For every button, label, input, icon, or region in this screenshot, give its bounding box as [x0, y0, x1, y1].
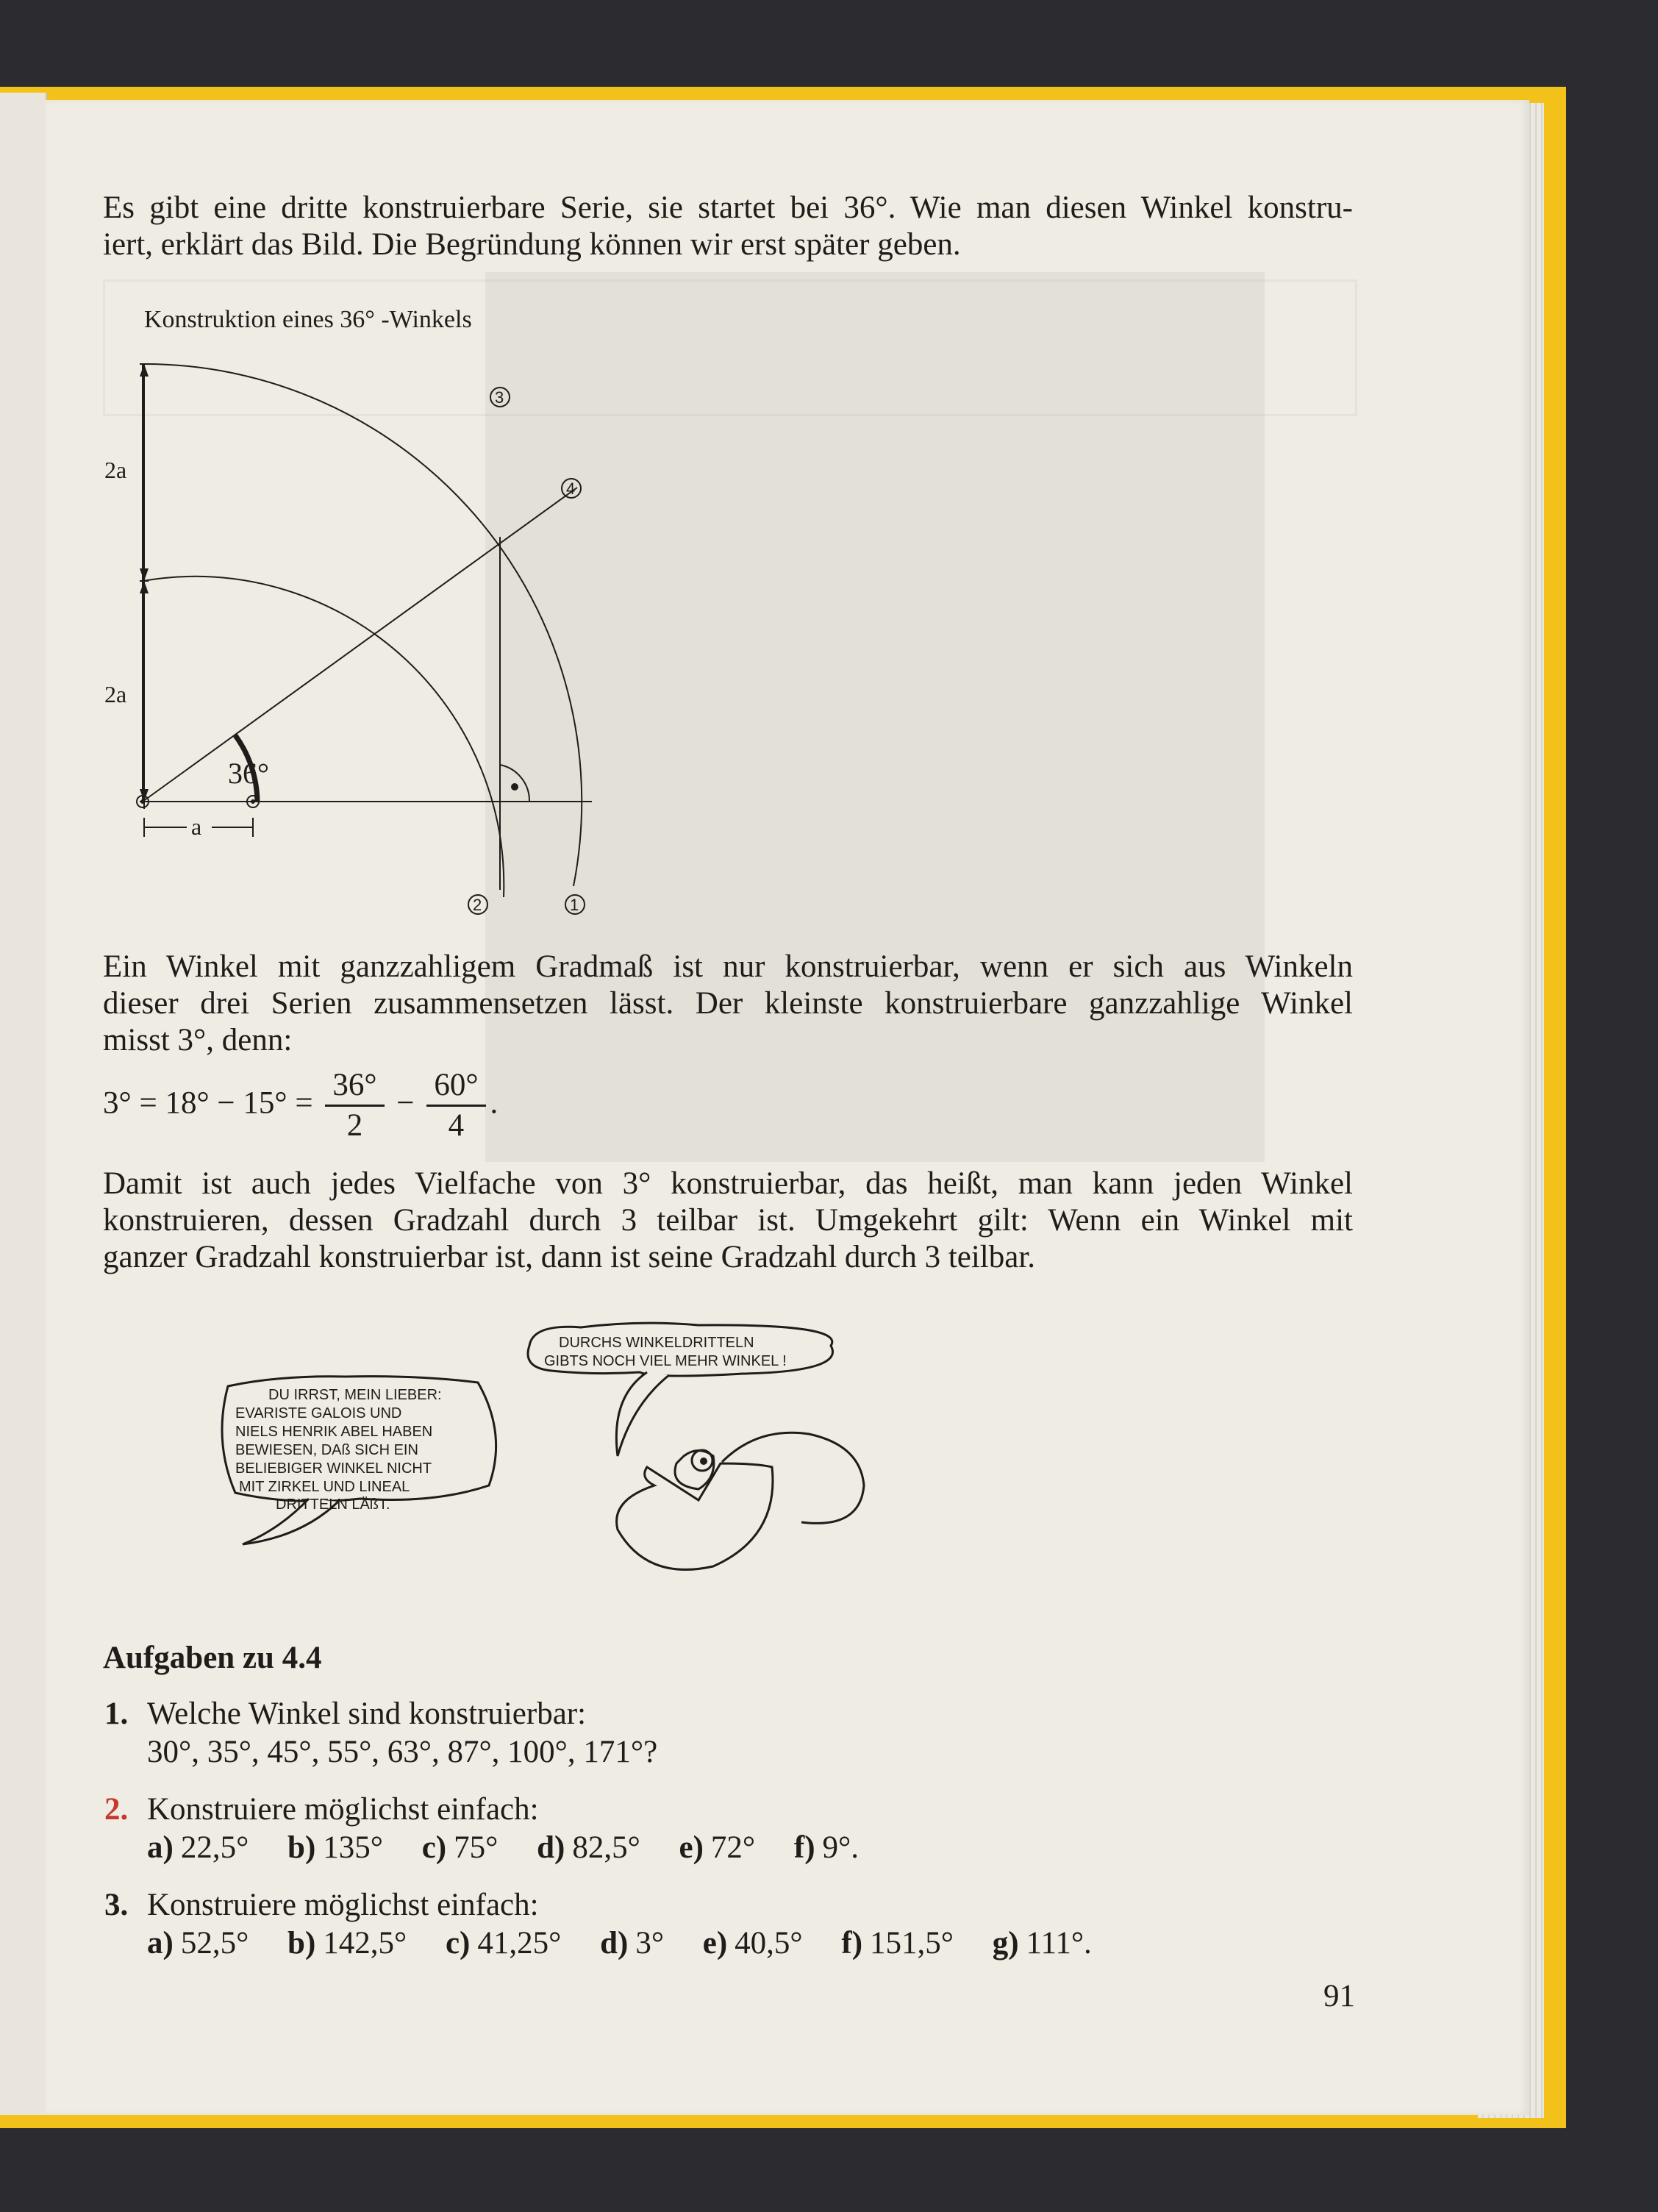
arc-small [143, 577, 504, 897]
bubble-left-line: BEWIESEN, DAß SICH EIN [235, 1442, 418, 1458]
exercise-number: 3. [104, 1888, 129, 1922]
bubble-left-line: DU IRRST, MEIN LIEBER: [268, 1387, 442, 1403]
equation-minus: − [396, 1085, 415, 1121]
paragraph-three [103, 1166, 1353, 1276]
text-line: konstruieren, dessen Gradzahl durch 3 teilbar ist. Umgekehrt gilt: Wenn ein Winkel mit [103, 1203, 1353, 1238]
text-line: Damit ist auch jedes Vielfache von 3° konstruierbar, das heißt, man kann jeden Winkel [103, 1166, 1353, 1201]
option: c) 75° [421, 1830, 499, 1865]
text-line: ganzer Gradzahl konstruierbar ist, dann ist seine Gradzahl durch 3 teilbar. [103, 1240, 1036, 1274]
option: a) 52,5° [147, 1926, 249, 1961]
label-2a-bottom: 2a [104, 681, 127, 707]
mark-1: 1 [570, 896, 579, 914]
option: d) 82,5° [537, 1830, 640, 1865]
text-line: Ein Winkel mit ganzzahligem Gradmaß ist nur konstruierbar, wenn er sich aus Winkeln [103, 949, 1353, 984]
option: e) 72° [679, 1830, 756, 1865]
label-2a-top: 2a [104, 457, 127, 483]
exercise-text: Konstruiere möglichst einfach: [147, 1888, 539, 1922]
bubble-left-line: EVARISTE GALOIS UND [235, 1405, 402, 1421]
text-line: iert, erklärt das Bild. Die Begründung können wir erst später geben. [103, 227, 961, 262]
option: e) 40,5° [702, 1926, 803, 1961]
equation-end: . [490, 1085, 499, 1121]
mark-4: 4 [566, 479, 576, 498]
creature-pupil [700, 1458, 707, 1465]
equation-lhs: 3° = 18° − 15° = [103, 1085, 313, 1121]
exercise-number: 2. [104, 1792, 129, 1827]
bubble-left-line: MIT ZIRKEL UND LINEAL [239, 1479, 410, 1495]
text-line: Es gibt eine dritte konstruierbare Serie, sie startet bei 36°. Wie man diesen Winkel konstru- [103, 190, 1353, 225]
fraction-denominator: 4 [448, 1108, 465, 1143]
mark-2: 2 [473, 896, 482, 914]
paragraph-two [103, 949, 1353, 1059]
page-number: 91 [1323, 1979, 1355, 2013]
exercises-heading: Aufgaben zu 4.4 [103, 1641, 322, 1675]
option: b) 135° [287, 1830, 383, 1865]
option: f) 9°. [793, 1830, 859, 1865]
vertex-dot [140, 799, 145, 804]
label-a: a [191, 813, 202, 840]
fraction-one [325, 1066, 384, 1145]
option: a) 22,5° [147, 1830, 249, 1865]
arrow-head [140, 364, 149, 377]
exercise-text: Welche Winkel sind konstruierbar: [147, 1697, 587, 1731]
option: d) 3° [600, 1926, 665, 1961]
equation [103, 1066, 498, 1145]
text-line: dieser drei Serien zusammensetzen lässt. Der kleinste konstruierbare ganzzahlige Winkel [103, 986, 1353, 1021]
angle-label: 36° [228, 757, 269, 790]
exercise-options [147, 1924, 1123, 1963]
fraction-numerator: 60° [426, 1066, 485, 1107]
construction-diagram [96, 294, 625, 927]
exercise-options [147, 1829, 1123, 1867]
left-page-edge [0, 93, 47, 2115]
bubble-right-line: GIBTS NOCH VIEL MEHR WINKEL ! [544, 1353, 787, 1369]
right-angle-mark [500, 765, 529, 802]
exercise-values: 30°, 35°, 45°, 55°, 63°, 87°, 100°, 171°? [147, 1735, 658, 1769]
angle-ray [143, 488, 577, 802]
option: b) 142,5° [287, 1926, 407, 1961]
exercise-1 [103, 1695, 1123, 1772]
option: c) 41,25° [445, 1926, 562, 1961]
bubble-left-line: NIELS HENRIK ABEL HABEN [235, 1424, 433, 1440]
exercise-number: 1. [104, 1697, 129, 1731]
fraction-denominator: 2 [346, 1108, 363, 1143]
text-line: misst 3°, denn: [103, 1023, 293, 1057]
fraction-numerator: 36° [325, 1066, 384, 1107]
exercises-section [103, 1640, 1123, 1982]
bubble-left-line: DRITTELN LÄßT. [276, 1496, 390, 1513]
arrow-head [140, 581, 149, 593]
point-a-dot [251, 799, 255, 804]
cartoon-illustration [199, 1316, 897, 1610]
fraction-two [426, 1066, 485, 1145]
right-angle-dot [511, 783, 518, 791]
arrow-head [140, 568, 149, 581]
bubble-left-line: BELIEBIGER WINKEL NICHT [235, 1460, 432, 1477]
bubble-tail [616, 1372, 669, 1456]
mark-3: 3 [495, 388, 504, 407]
exercise-text: Konstruiere möglichst einfach: [147, 1792, 539, 1827]
option: g) 111°. [992, 1926, 1092, 1961]
option: f) 151,5° [841, 1926, 954, 1961]
intro-paragraph [103, 190, 1353, 263]
exercise-3 [103, 1886, 1123, 1963]
diagram-title: Konstruktion eines 36° -Winkels [144, 306, 472, 333]
bubble-right-line: DURCHS WINKELDRITTELN [559, 1335, 754, 1351]
exercise-2 [103, 1791, 1123, 1867]
